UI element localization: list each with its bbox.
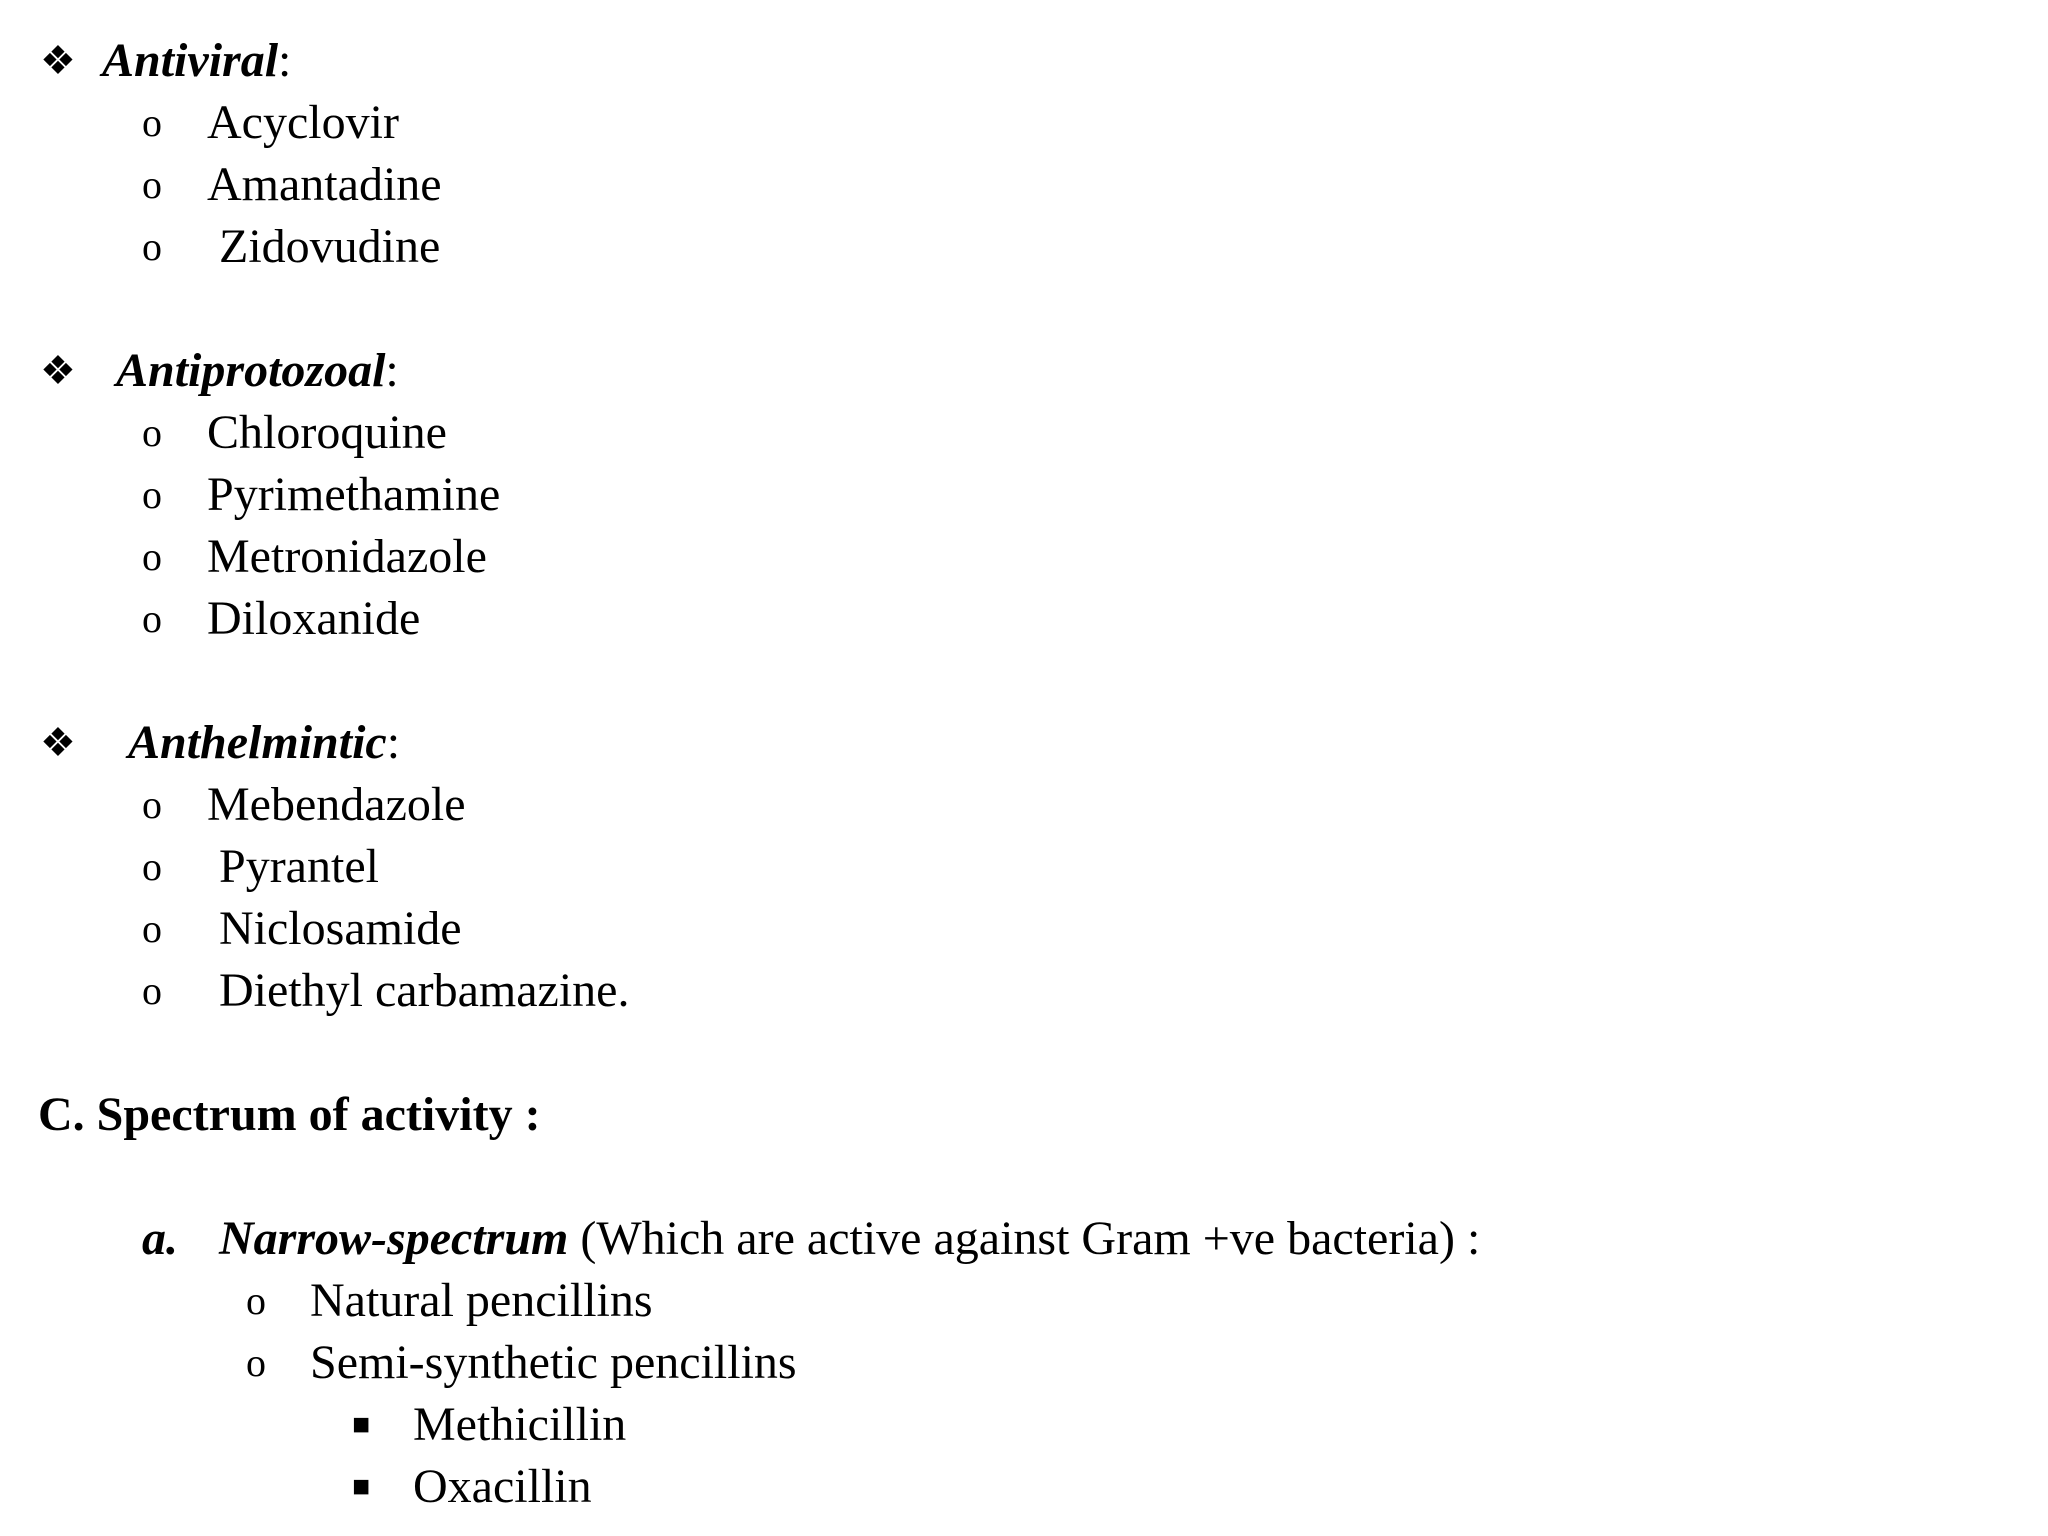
list-item: Acyclovir: [207, 96, 399, 149]
circle-bullet-icon: o: [142, 224, 162, 269]
list-item: Mebendazole: [207, 778, 466, 831]
diamond-bullet-icon: ❖: [40, 720, 76, 765]
list-item: Semi-synthetic pencillins: [310, 1336, 797, 1389]
circle-bullet-icon: o: [142, 162, 162, 207]
list-item: Niclosamide: [219, 902, 462, 955]
list-item: Amantadine: [207, 158, 442, 211]
section-title-anthelmintic: Anthelmintic:: [128, 716, 401, 769]
list-item: Pyrantel: [219, 840, 379, 893]
circle-bullet-icon: o: [142, 906, 162, 951]
list-item: Zidovudine: [219, 220, 441, 273]
list-item: Methicillin: [413, 1398, 627, 1451]
list-item: Diloxanide: [207, 592, 421, 645]
circle-bullet-icon: o: [142, 100, 162, 145]
list-item: Pyrimethamine: [207, 468, 501, 521]
list-marker-a: a.: [142, 1212, 178, 1265]
section-title-antiprotozoal: Antiprotozoal:: [116, 344, 399, 397]
circle-bullet-icon: o: [246, 1340, 266, 1385]
circle-bullet-icon: o: [142, 968, 162, 1013]
circle-bullet-icon: o: [142, 534, 162, 579]
section-title-antiviral: Antiviral:: [102, 34, 292, 87]
circle-bullet-icon: o: [142, 410, 162, 455]
diamond-bullet-icon: ❖: [40, 38, 76, 83]
narrow-spectrum-line: Narrow-spectrum (Which are active against Gram +ve bacteria) :: [219, 1212, 1481, 1265]
circle-bullet-icon: o: [142, 844, 162, 889]
list-item: Metronidazole: [207, 530, 487, 583]
circle-bullet-icon: o: [142, 782, 162, 827]
list-item: Diethyl carbamazine.: [219, 964, 630, 1017]
diamond-bullet-icon: ❖: [40, 348, 76, 393]
square-bullet-icon: ■: [352, 1408, 371, 1441]
circle-bullet-icon: o: [142, 472, 162, 517]
list-item: Oxacillin: [413, 1460, 592, 1513]
circle-bullet-icon: o: [142, 596, 162, 641]
list-item: Chloroquine: [207, 406, 447, 459]
spectrum-heading: C. Spectrum of activity :: [38, 1088, 541, 1141]
list-item: Natural pencillins: [310, 1274, 653, 1327]
circle-bullet-icon: o: [246, 1278, 266, 1323]
square-bullet-icon: ■: [352, 1470, 371, 1503]
